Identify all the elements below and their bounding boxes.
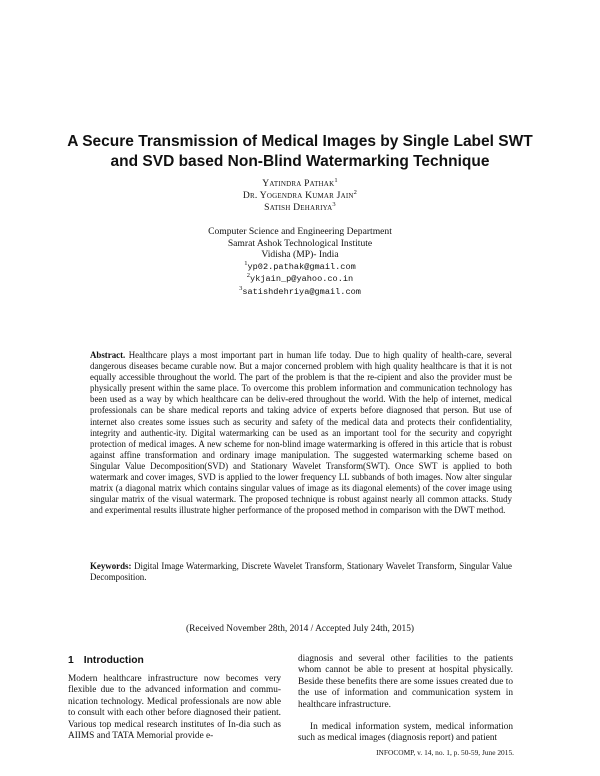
keywords-label: Keywords:	[90, 561, 132, 571]
paragraph: Modern healthcare infrastructure now becomes very flexible due to the advanced information and commu-nication technology. Medical professionals are now able to consult with each other before diagnosed their patient. Various top medical research institutes of In-dia such as AIIMS and TATA Memorial provide e-	[68, 674, 281, 742]
affiliation-block	[100, 226, 500, 298]
author: Satish Dehariya$^3$	[264, 201, 336, 213]
location: Vidisha (MP)- India	[261, 249, 339, 260]
email-address[interactable]: yp02.pathak@gmail.com	[247, 261, 356, 272]
keywords	[90, 561, 512, 583]
section-number: 1	[68, 655, 74, 666]
abstract	[90, 350, 512, 516]
title-line-1: A Secure Transmission of Medical Images by Single Label SWT	[67, 133, 533, 150]
email-line: $^3$satishdehriya@gmail.com	[239, 284, 361, 297]
left-column	[68, 674, 281, 742]
abstract-label: Abstract.	[90, 350, 126, 360]
right-column	[298, 654, 513, 745]
email-address[interactable]: satishdehriya@gmail.com	[242, 286, 361, 297]
author: Dr. Yogendra Kumar Jain$^2$	[242, 189, 358, 201]
abstract-text: Healthcare plays a most important part in human life today. Due to high quality of health-care, several dangerous diseases became curable now. But a major concerned problem with high quality healthcare is that it is not equally accessible throughout the world. The part of the problem is that the re-cipient and also the provider must be physically present within the same place. To overcome this problem information and communication technology has been used as a way by which healthcare can be deliv-ered throughout the world. With the help of internet, medical professionals can be share medical reports and taking advice of experts before diagnosed that person. But use of internet also creates some issues such as security and safety of the medical data and protects their confidentiality, integrity and authentic-ity. Digital watermarking can be used as an important tool for the security and copyright protection of medical images. A new scheme for non-blind image watermarking is offered in this article that is robust against affine transformation and ordinary image manipulation. The suggested watermarking scheme based on Singular Value Decomposition(SVD) and Stationary Wavelet Transform(SWT). Once SWT is applied to both watermark and cover images, SVD is applied to the lower frequency LL subbands of both images. Now alter singular matrix (a diagonal matrix which contains singular values of image as its diagonal elements) of the cover image using singular matrix of the visual watermark. The proposed technique is robust against nearly all common attacks. Study and experimental results illustrate higher performance of the proposed method in comparison with the DWT method.	[90, 350, 513, 516]
paragraph: diagnosis and several other facilities to the patients whom cannot be able to present at hospital physically. Beside these benefits there are some issues created due to the use of information and communication system in healthcare infrastructure.	[298, 654, 513, 710]
title-line-2: and SVD based Non-Blind Watermarking Technique	[110, 153, 490, 170]
department: Computer Science and Engineering Department	[208, 226, 392, 237]
email-line: $^1$yp02.pathak@gmail.com	[244, 259, 356, 272]
keywords-text: Digital Image Watermarking, Discrete Wavelet Transform, Stationary Wavelet Transform, Singular Value Decomposition.	[90, 561, 512, 583]
author: Yatindra Pathak$^1$	[262, 177, 338, 189]
author-list	[100, 178, 500, 214]
section-heading	[68, 655, 144, 666]
email-line: $^2$ykjain_p@yahoo.co.in	[246, 272, 354, 284]
page-footer: INFOCOMP, v. 14, no. 1, p. 50-59, June 2015.	[376, 748, 514, 757]
section-title: Introduction	[83, 655, 144, 666]
received-dates: (Received November 28th, 2014 / Accepted July 24th, 2015)	[185, 624, 415, 634]
institute: Samrat Ashok Technological Institute	[227, 237, 373, 249]
email-address[interactable]: ykjain_p@yahoo.co.in	[250, 274, 354, 284]
paper-title	[40, 132, 560, 172]
paragraph: In medical information system, medical information such as medical images (diagnosis report) and patient	[298, 722, 513, 744]
